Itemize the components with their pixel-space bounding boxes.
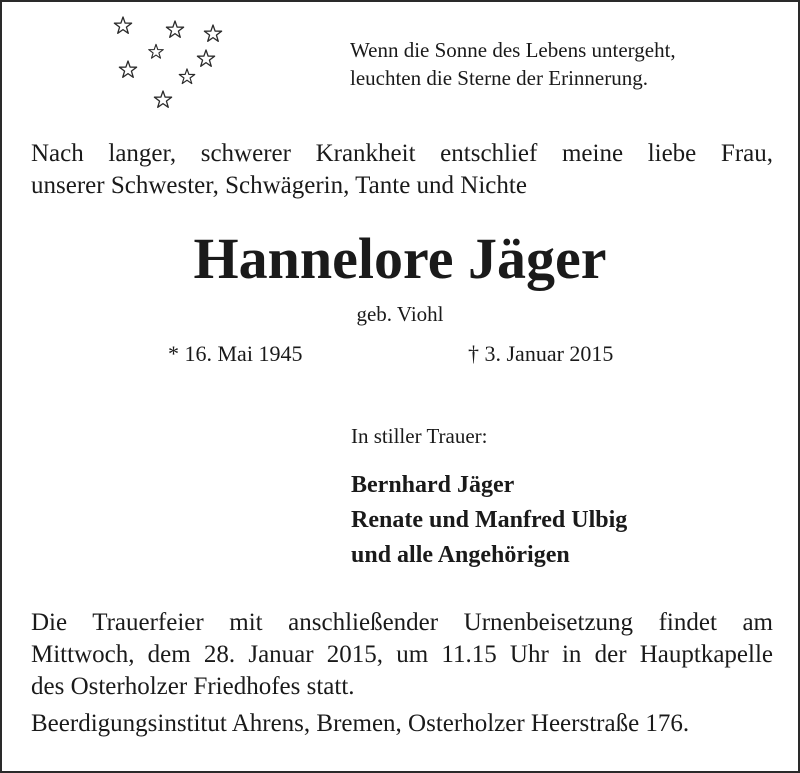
mourning-label: In stiller Trauer: (351, 424, 488, 448)
mourners-list (351, 468, 627, 573)
announcement-intro (31, 138, 773, 202)
star-icon (149, 44, 164, 58)
deceased-name: Hannelore Jäger (193, 226, 607, 291)
undertaker-info: Beerdigungsinstitut Ahrens, Bremen, Osterholzer Heerstraße 176. (31, 710, 690, 737)
stars-graphic (102, 10, 242, 120)
maiden-name: geb. Viohl (356, 302, 444, 326)
mourner-name: Renate und Manfred Ulbig (351, 507, 628, 533)
star-icon (114, 17, 131, 33)
quote-line: leuchten die Sterne der Erinnerung. (350, 66, 648, 90)
funeral-line: des Osterholzer Friedhofes statt. (31, 673, 355, 700)
mourner-name: Bernhard Jäger (351, 472, 515, 498)
funeral-details (31, 607, 773, 703)
memorial-quote (350, 36, 770, 92)
star-icon (166, 21, 183, 37)
star-icon (119, 61, 136, 77)
intro-line: Nach langer, schwerer Krankheit entschlief meine liebe Frau, (31, 140, 773, 167)
stars-decoration (102, 10, 242, 120)
funeral-line: Mittwoch, dem 28. Januar 2015, um 11.15 Uhr in der Hauptkapelle (31, 641, 773, 668)
funeral-line: Die Trauerfeier mit anschließender Urnenbeisetzung findet am (31, 609, 773, 636)
star-icon (179, 69, 194, 84)
intro-line: unserer Schwester, Schwägerin, Tante und Nichte (31, 172, 527, 199)
quote-line: Wenn die Sonne des Lebens untergeht, (350, 38, 676, 62)
star-icon (197, 50, 214, 66)
death-date: † 3. Januar 2015 (468, 341, 614, 366)
star-icon (204, 25, 221, 41)
star-icon (154, 91, 171, 107)
mourner-name: und alle Angehörigen (351, 542, 570, 568)
birth-date: * 16. Mai 1945 (168, 341, 303, 366)
